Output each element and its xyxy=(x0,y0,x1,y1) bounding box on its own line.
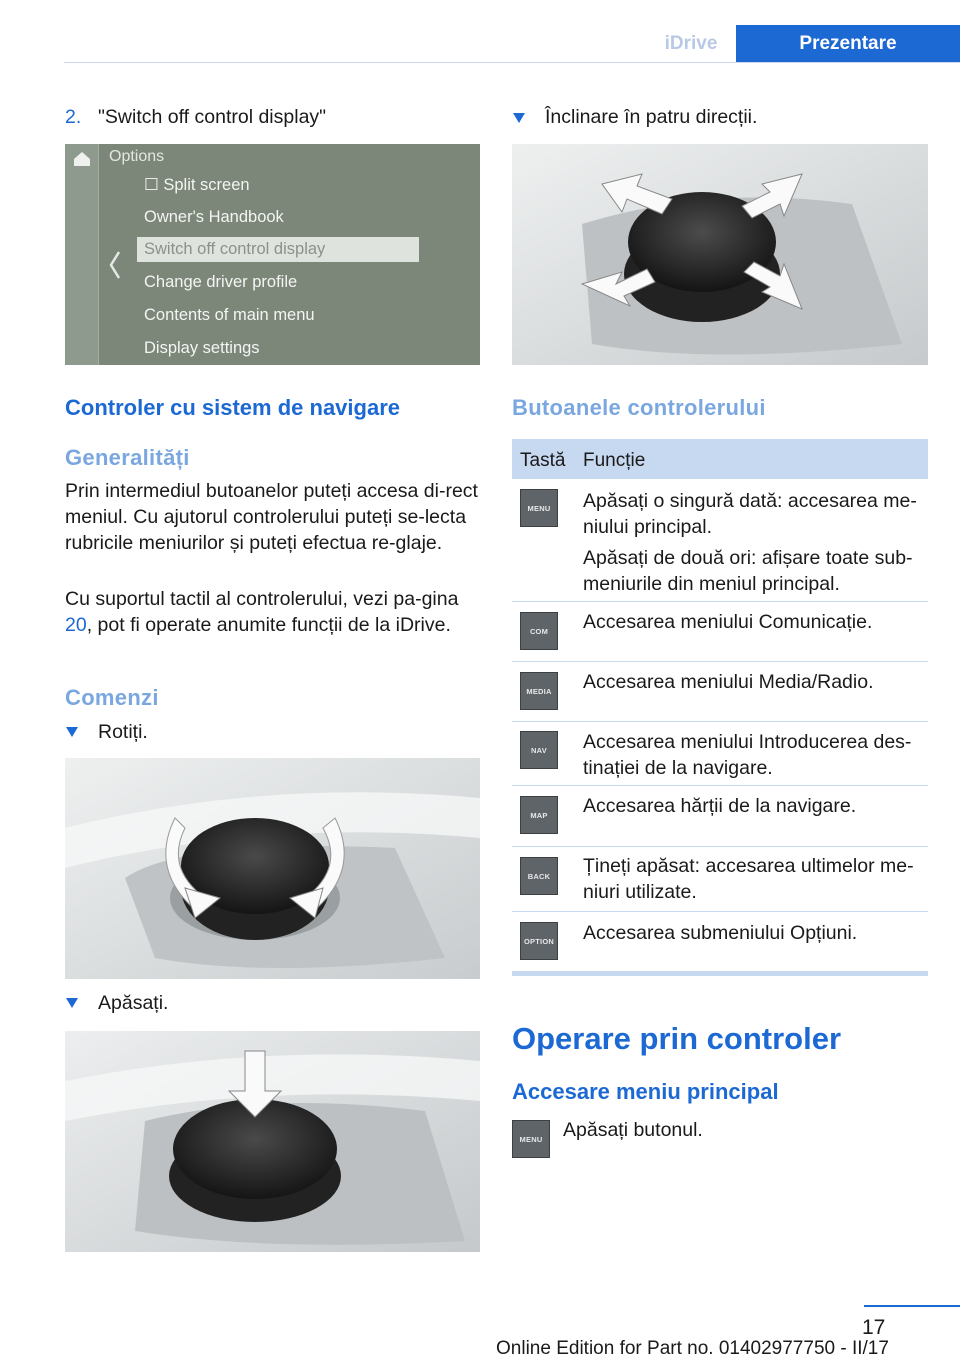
screen-menu-item: Contents of main menu xyxy=(144,306,315,324)
screen-menu-item: Display settings xyxy=(144,339,260,357)
paragraph-touch xyxy=(65,586,485,638)
table-cell-function: Accesarea meniului Media/Radio. xyxy=(583,671,874,693)
subheading-general: Generalități xyxy=(65,445,190,470)
media-key-icon: MEDIA xyxy=(520,672,558,710)
table-cell-function: Apăsați o singură dată: accesarea me‐niului principal. xyxy=(583,490,917,538)
controller-tilt-photo xyxy=(512,144,928,365)
heading-operate: Operare prin controler xyxy=(512,1021,842,1056)
control-display-screenshot xyxy=(65,144,480,365)
screen-sidebar xyxy=(65,144,99,365)
header-chapter-tab: Prezentare xyxy=(736,25,960,62)
section-heading: Controler cu sistem de navigare xyxy=(65,395,400,420)
table-row-divider xyxy=(512,721,928,722)
header-divider xyxy=(64,62,960,63)
screen-menu-item-selected xyxy=(137,237,419,262)
bullet-press: Apăsați. xyxy=(98,992,169,1014)
page-number: 17 xyxy=(862,1316,886,1339)
list-item-text: "Switch off control display" xyxy=(98,106,327,128)
list-number: 2. xyxy=(65,106,82,128)
table-row-divider xyxy=(512,601,928,602)
table-header xyxy=(512,439,928,479)
bullet-rotate: Rotiți. xyxy=(98,721,148,743)
table-cell-function: Apăsați de două ori: afișare toate sub‐meniurile din meniul principal. xyxy=(583,547,913,595)
option-key-icon: OPTION xyxy=(520,922,558,960)
back-chevron-icon xyxy=(107,250,123,280)
footer-edition: Online Edition for Part no. 01402977750 - II/17 xyxy=(496,1338,889,1359)
table-cell-function: Accesarea meniului Comunicație. xyxy=(583,611,873,633)
map-key-icon: MAP xyxy=(520,796,558,834)
controller-press-photo xyxy=(65,1031,480,1252)
table-cell-function: Accesarea hărții de la navigare. xyxy=(583,795,857,817)
nav-key-icon: NAV xyxy=(520,731,558,769)
controller-rotate-photo xyxy=(65,758,480,979)
table-row-divider xyxy=(512,911,928,912)
bullet-triangle-icon xyxy=(66,998,78,1008)
com-key-icon: COM xyxy=(520,612,558,650)
screen-menu-item-label: Switch off control display xyxy=(144,240,326,258)
back-key-icon: BACK xyxy=(520,857,558,895)
table-header-key: Tastă xyxy=(520,450,566,471)
screen-menu-item: Change driver profile xyxy=(144,273,298,291)
screen-title: Options xyxy=(109,148,165,165)
paragraph-intro: Prin intermediul butoanelor puteți accesa di‐rect meniul. Cu ajutorul controlerului puteți se‐lecta rubricile meniurilor și puteți efectua re‐glaje. xyxy=(65,480,478,554)
press-button-text: Apăsați butonul. xyxy=(563,1119,703,1141)
screen-menu-item: ☐ Split screen xyxy=(144,176,250,194)
home-icon xyxy=(72,150,92,168)
menu-key-icon: MENU xyxy=(512,1120,550,1158)
page-link[interactable]: 20 xyxy=(65,614,87,636)
table-cell-function: Țineți apăsat: accesarea ultimelor me‐niuri utilizate. xyxy=(583,855,914,903)
subheading-commands: Comenzi xyxy=(65,685,159,710)
menu-key-icon: MENU xyxy=(520,489,558,527)
subheading-main-menu: Accesare meniu principal xyxy=(512,1079,779,1104)
bullet-tilt: Înclinare în patru direcții. xyxy=(545,106,758,128)
bullet-triangle-icon xyxy=(513,113,525,123)
table-cell-function: Accesarea submeniului Opțiuni. xyxy=(583,922,858,944)
table-row-divider xyxy=(512,846,928,847)
table-row-divider xyxy=(512,785,928,786)
table-cell-function: Accesarea meniului Introducerea des‐tinației de la navigare. xyxy=(583,731,912,779)
section-heading-buttons: Butoanele controlerului xyxy=(512,395,766,420)
table-row-divider xyxy=(512,661,928,662)
table-bottom-rule xyxy=(512,971,928,976)
bullet-triangle-icon xyxy=(66,727,78,737)
paragraph-text: Cu suportul tactil al controlerului, vezi pa‐gina xyxy=(65,588,459,610)
screen-menu-item: Owner's Handbook xyxy=(144,208,284,226)
footer-accent-line xyxy=(864,1305,960,1307)
header-section-tab: iDrive xyxy=(664,32,718,54)
table-header-function: Funcție xyxy=(583,450,646,471)
paragraph-text: , pot fi operate anumite funcții de la iDrive. xyxy=(86,614,451,636)
